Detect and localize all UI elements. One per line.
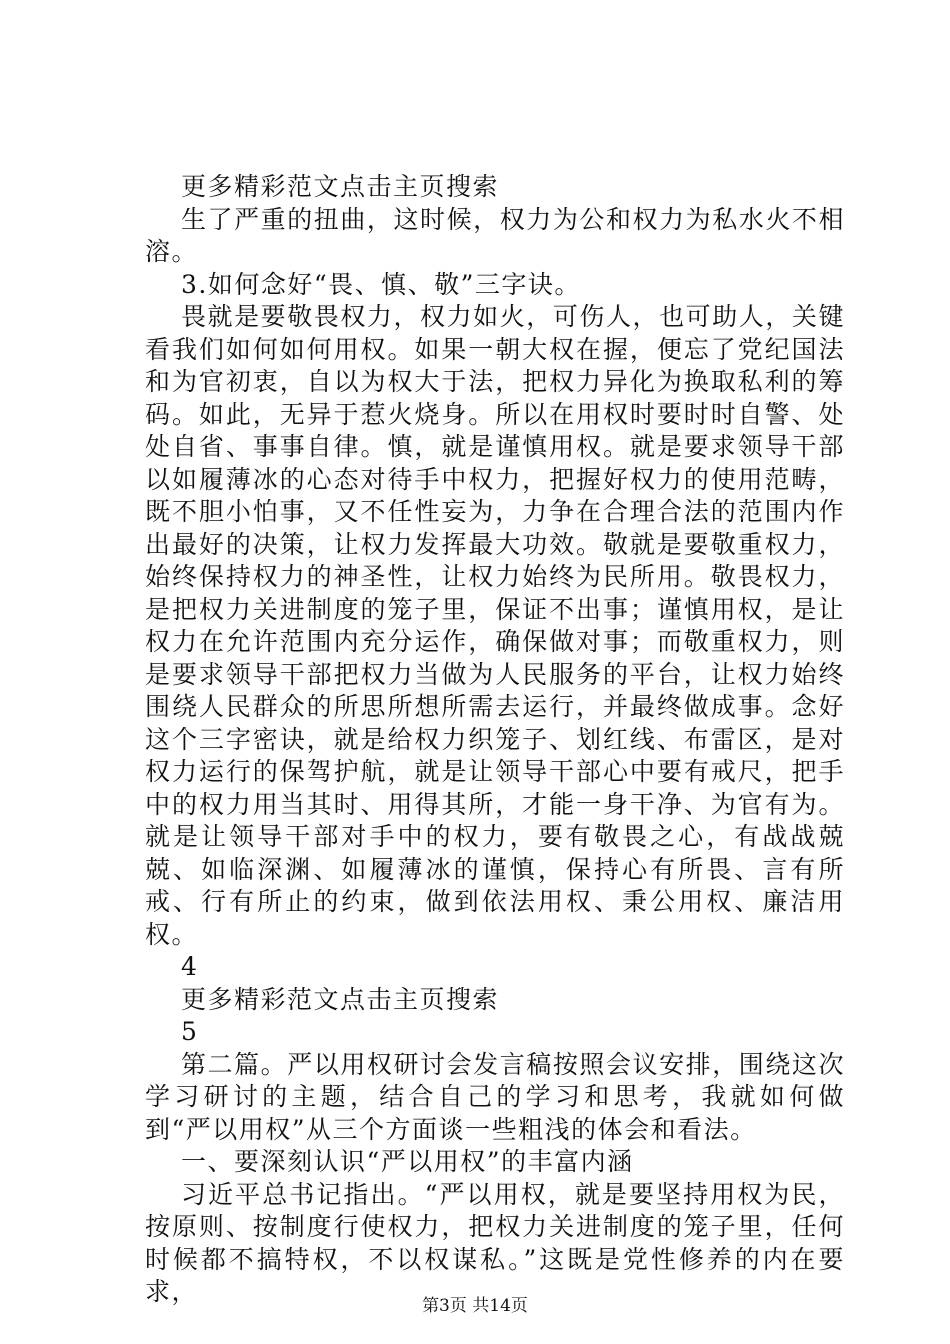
section-heading: 3.如何念好“畏、慎、敬”三字诀。 xyxy=(181,269,581,299)
promo-line-top: 更多精彩范文点击主页搜索 xyxy=(181,172,500,201)
paragraph: 畏就是要敬畏权力，权力如火，可伤人，也可助人，关键看我们如何如何用权。如果一朝大权在握，便忘了党纪国法和为官初衷，自以为权大于法，把权力异化为换取私利的筹码。如此，无异于惹火烧身。所以在用权时要时时自警、处处自省、事事自律。慎，就是谨慎用权。就是要求领导干部以如履薄冰的心态对待手中权力，把握好权力的使用范畴，既不胆小怕事，又不任性妄为，力争在合理合法的范围内作出最好的决策，让权力发挥最大功效。敬就是要敬重权力，始终保持权力的神圣性，让权力始终为民所用。敬畏权力，是把权力关进制度的笼子里，保证不出事；谨慎用权，是让权力在允许范围内充分运作，确保做对事；而敬重权力，则是要求领导干部把权力当做为人民服务的平台，让权力始终围绕人民群众的所思所想所需去运行，并最终做成事。念好这个三字密诀，就是给权力织笼子、划红线、布雷区，是对权力运行的保驾护航，就是让领导干部心中要有戒尺，把手中的权力用当其时、用得其所，才能一身干净、为官有为。就是让领导干部对手中的权力，要有敬畏之心，有战战兢兢、如临深渊、如履薄冰的谨慎，保持心有所畏、言有所戒、行有所止的约束，做到依法用权、秉公用权、廉洁用权。 xyxy=(145,302,845,949)
page-number-marker: 4 xyxy=(181,952,199,981)
document-body xyxy=(145,171,845,1309)
paragraph: 生了严重的扭曲，这时候，权力为公和权力为私水火不相溶。 xyxy=(145,204,845,266)
paragraph: 习近平总书记指出。“严以用权，就是要坚持用权为民，按原则、按制度行使权力，把权力关进制度的笼子里，任何时候都不搞特权，不以权谋私。”这既是党性修养的内在要求， xyxy=(145,1179,845,1306)
promo-line-middle: 更多精彩范文点击主页搜索 xyxy=(181,984,500,1014)
section-heading: 一、要深刻认识“严以用权”的丰富内涵 xyxy=(181,1147,634,1176)
page-number-marker: 5 xyxy=(181,1017,199,1046)
page-footer: 第3页 共14页 xyxy=(422,1296,528,1316)
paragraph: 第二篇。严以用权研讨会发言稿按照会议安排，围绕这次学习研讨的主题，结合自己的学习和思考，我就如何做到“严以用权”从三个方面谈一些粗浅的体会和看法。 xyxy=(145,1049,845,1144)
